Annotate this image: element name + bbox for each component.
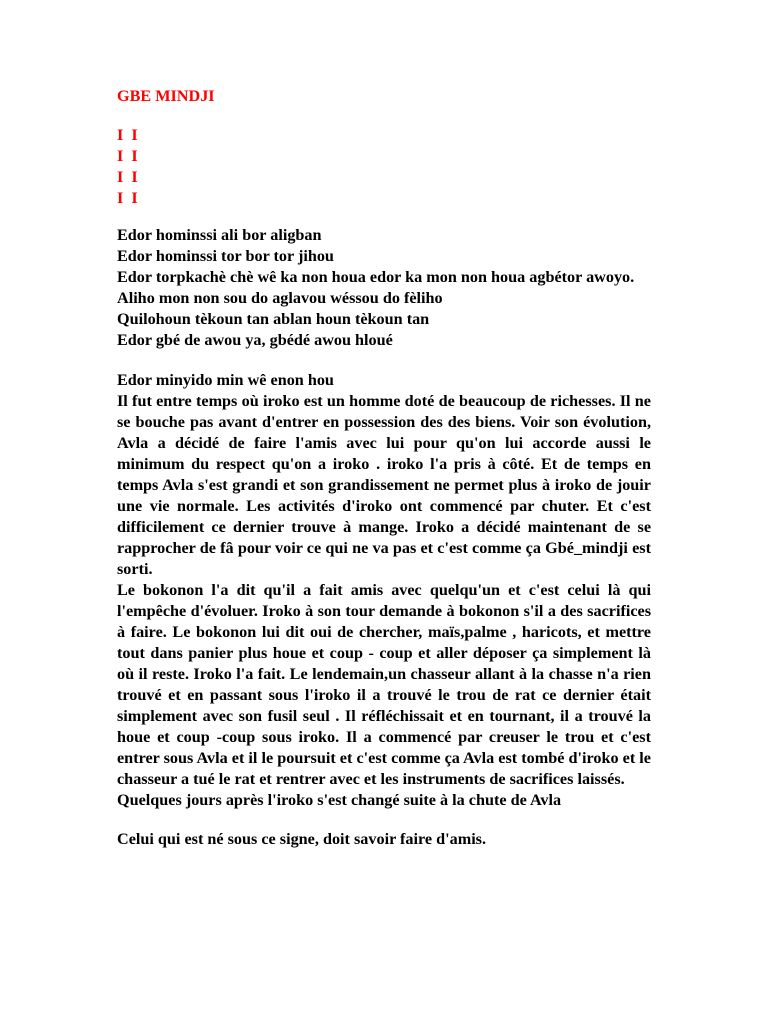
story-heading: Edor minyido min wê enon hou	[117, 371, 334, 389]
verse-line: Quilohoun tèkoun tan ablan houn tèkoun tan	[117, 310, 430, 328]
story-section	[117, 370, 651, 811]
story-paragraph: Le bokonon l'a dit qu'il a fait amis avec quelqu'un et c'est celui là qui l'empêche d'évoluer. Iroko à son tour demande à bokonon s'il a des sacrifices à faire. Le bokonon lui dit oui de chercher, maïs,palme , haricots, et mettre tout dans panier plus houe et coup - coup et aller déposer ça simplement là où il reste. Iroko l'a fait. Le lendemain,un chasseur allant à la chasse n'a rien trouvé et en passant sous l'iroko il a trouvé le trou de rat ce dernier était simplement avec son fusil seul . Il réfléchissait et en tournant, il a trouvé la houe et coup -coup sous iroko. Il a commencé par creuser le trou et c'est entrer sous Avla et il le poursuit et c'est comme ça Avla est tombé d'iroko et le chasseur a tué le rat et rentrer avec et les instruments de sacrifices laissés.	[117, 581, 651, 788]
verse-line: Edor hominssi ali bor aligban	[117, 226, 322, 244]
verse-line: Aliho mon non sou do aglavou wéssou do fèliho	[117, 289, 443, 307]
document-title: GBE MINDJI	[117, 87, 215, 105]
mark-row: I I	[117, 168, 138, 186]
document-page	[117, 86, 651, 850]
mark-row: I I	[117, 189, 138, 207]
story-paragraph: Quelques jours après l'iroko s'est changé suite à la chute de Avla	[117, 791, 562, 809]
conclusion-line: Celui qui est né sous ce signe, doit savoir faire d'amis.	[117, 830, 487, 848]
verse-block	[117, 225, 651, 351]
divination-marks	[117, 125, 651, 209]
verse-line: Edor gbé de awou ya, gbédé awou hloué	[117, 331, 393, 349]
verse-line: Edor torpkachè chè wê ka non houa edor ka mon non houa agbétor awoyo.	[117, 268, 635, 286]
mark-row: I I	[117, 147, 138, 165]
story-paragraph: Il fut entre temps où iroko est un homme doté de beaucoup de richesses. Il ne se bouche pas avant d'entrer en possession des des biens. Voir son évolution, Avla a décidé de faire l'amis avec lui pour qu'on lui accorde aussi le minimum du respect qu'on a iroko . iroko l'a pris à côté. Et de temps en temps Avla s'est grandi et son grandissement ne permet plus à iroko de jouir une vie normale. Les activités d'iroko ont commencé par chuter. Et c'est difficilement ce dernier trouve à mange. Iroko a décidé maintenant de se rapprocher de fâ pour voir ce qui ne va pas et c'est comme ça Gbé_mindji est sorti.	[117, 392, 651, 578]
mark-row: I I	[117, 126, 138, 144]
verse-line: Edor hominssi tor bor tor jihou	[117, 247, 334, 265]
